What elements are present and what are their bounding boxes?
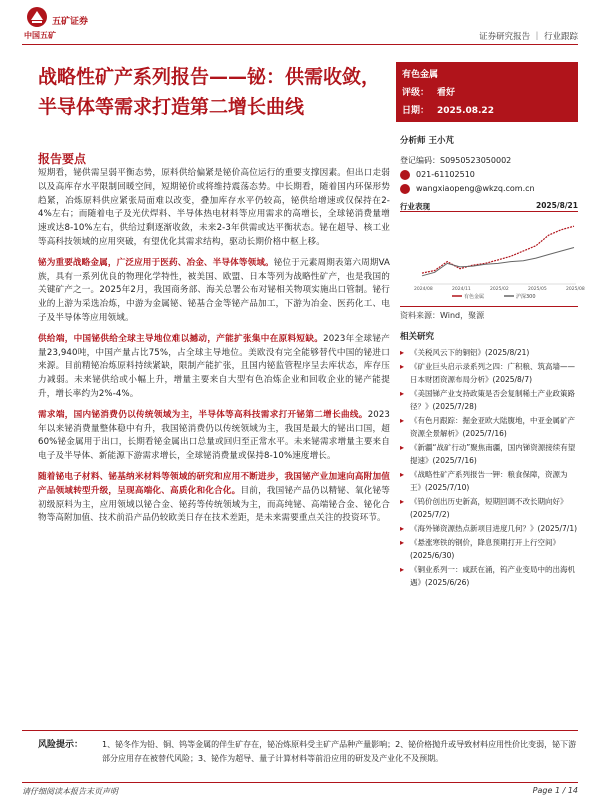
legend-label-a: 有色金属 [464,294,485,300]
industry-performance [400,200,585,304]
report-category: 证券研究报告 ｜ 行业跟踪 [479,32,578,42]
performance-divider [400,306,578,307]
related-item[interactable]: ▸ 《战略性矿产系列报告一钾：粮食保障，资源为王》(2025/7/10) [400,468,578,494]
header-divider [22,44,578,45]
chart-legend [452,293,536,300]
risk-divider [22,730,578,731]
related-item[interactable]: ▸ 《有色月跟踪：掘金亚欧大陆腹地，中亚金属矿产资源全景解析》(2025/7/16) [400,414,578,440]
industry-name: 有色金属 [402,70,439,80]
date-value: 2025.08.22 [437,106,494,116]
paragraph-2-text: 铋位于元素周期表第六周期VA族，具有一系列优良的物理化学特性，被美国、欧盟、日本等列为战略性矿产，也是我国的关键矿产之一。2025年2月，我国商务部、海关总署公布对铋相关物项实施出口管制。铋行业的上游为采选冶炼，中游为金属铋、铋基合金等铋产品加工，下游为冶金、医药化工、电子及半导体等应用领域。 [38,257,391,323]
summary-paragraph-5 [38,471,390,526]
summary-paragraph-3 [38,333,390,402]
related-title: 相关研究 [400,332,435,342]
summary-paragraph-2 [38,257,390,326]
company-name: 五矿证券 [52,17,89,27]
date-label: 日期： [402,106,430,116]
related-research [400,330,578,590]
summary-heading: 报告要点 [38,152,87,166]
analyst-reg: 登记编码：S0950523050002 [400,156,512,165]
email-icon [400,184,410,194]
performance-source: 资料来源：Wind，聚源 [400,311,485,320]
x-tick-label: 2025/05 [528,287,547,292]
analyst-phone: 021-61102510 [416,170,475,179]
series-nonferrous-line [422,226,574,273]
related-item[interactable]: ▸ 《矿业巨头启示录系列之四：广积粮、筑高墙——日本财团资源布局分析》(2025/8/7) [400,360,578,386]
rating-label: 评级： [402,88,430,98]
footer-disclaimer[interactable]: 请仔细阅读本报告末页声明 [22,787,118,796]
risk-text: 1、铋冬作为铅、铜、钨等金属的伴生矿存在，铋冶炼原料受主矿产品种产量影响；2、铋价格抛升或导致材料应用性价比变弱，铋下游部分应用存在被替代风险；3、铋作为超导、量子计算材料等前沿应用的研发及产业化不及预期。 [102,740,577,763]
related-item[interactable]: ▸ 《美国锑产业支持政策是否会复制稀土产业政策路径？》(2025/7/28) [400,387,578,413]
performance-date: 2025/8/21 [535,201,578,210]
paragraph-2-highlight: 铋为重要战略金属，广泛应用于医药、冶金、半导体等领域。 [38,257,274,268]
analyst-email[interactable]: wangxiaopeng@wkzq.com.cn [416,184,535,193]
related-item[interactable]: ▸ 《钨价创出历史新高，短期回调不改长期向好》(2025/7/2) [400,495,578,521]
page-header [0,0,600,46]
report-body [38,167,390,526]
performance-chart [400,214,585,302]
related-item[interactable]: ▸ 《关税风云下的铜铝》(2025/8/21) [400,346,578,359]
company-full-name: 中国五矿 [24,31,56,40]
risk-label: 风险提示： [38,740,84,750]
page-number: Page 1 / 14 [532,786,578,795]
series-hs300-line [422,248,574,276]
paragraph-5-highlight: 随着铋电子材料、铋基纳米材料等领域的研究和应用不断进步，我国铋产业加速向高附加值产品领域转型升级，呈现高端化、高质化和化合化。 [38,471,390,496]
related-item[interactable]: ▸ 《海外锑资源热点新项目进度几何？》(2025/7/1) [400,522,578,535]
legend-label-b: 沪深300 [516,294,536,300]
analyst-name: 分析师 王小芃 [400,136,454,146]
x-tick-label: 2024/11 [452,287,471,292]
related-item[interactable]: ▸ 《新疆“战矿行动”聚焦南疆，国内锑资源接续有望提速》(2025/7/16) [400,441,578,467]
rating-value: 看好 [437,88,456,98]
performance-header [400,200,578,212]
report-title: 战略性矿产系列报告——铋：供需收敛，半导体等需求打造第二增长曲线 [38,66,381,118]
x-tick-label: 2025/02 [490,287,509,292]
footer-divider [22,782,578,783]
phone-icon [400,170,410,180]
logo-emblem-icon [26,6,48,28]
summary-paragraph-1: 短期看，铋供需呈弱平衡态势，原料供给偏紧是铋价高位运行的重要支撑因素。但出口走弱以及高库存水平限制回暖空间，短期铋价或将维持震荡态势。中长期看，随着国内环保形势趋紧，冶炼原料供应紧张局面难以改变，叠加库存水平仍较高，铋供给增速或仅保持在2-4%左右；而随着电子及光伏焊料、半导体热电材料等应用需求的高增长，全球铋消费量增速或达8-10%左右，供给过剩逐渐收敛，未来2-3年供需或达平衡状态。铋在超导、核工业等高科技领域的应用突破，有望优化其需求结构，驱动长期价格中枢上移。 [38,168,390,247]
summary-paragraph-4 [38,409,390,464]
rating-box [396,62,578,122]
paragraph-5-text: 目前，我国铋产品仍以精铋、氧化铋等初级原料为主，应用领域以铋合金、铋药等传统领域为主，而高纯铋、高端铋合金、铋化合物等高附加值、技术前沿产品仍较欧美日存在技术差距，是未来需要重点关注的投资环节。 [38,485,391,524]
x-tick-label: 2024/08 [414,287,433,292]
related-item[interactable]: ▸ 《悬涨寒铁的钢价，降息预期打开上行空间》(2025/6/30) [400,536,578,562]
paragraph-4-text: 2023年以来铋消费量整体稳中有升，我国铋消费仍以传统领域为主，我国是最大的铋出口国，超60%铋金属用于出口，长期看铋金属出口总量或回归至正常水平。未来铋需求增量主要来自电子及半导体、新能源下游需求增长，全球铋消费量或保持8-10%速度增长。 [38,409,390,462]
paragraph-4-highlight: 需求端，国内铋消费仍以传统领域为主，半导体等高科技需求打开铋第二增长曲线。 [38,409,368,420]
paragraph-3-highlight: 供给端，中国铋供给全球主导地位难以撼动，产能扩张集中在原料短缺。 [38,333,324,344]
x-tick-label: 2025/08 [566,287,585,292]
related-item[interactable]: ▸ 《铜业系列一：咸跃在涌，钨产业变局中的出海机遇》(2025/6/26) [400,563,578,589]
performance-title: 行业表现 [400,202,430,211]
paragraph-3-text: 2023年全球铋产量23,940吨，中国产量占比75%，占全球主导地位。美欧没有完全能够替代中国的铋进口来源。目前精铋冶炼原料持续紧缺，限制产能扩张，且国内铋监管程序呈去库状态，库存压力减弱。未来铋供给或小幅上升，增量主要来自大型有色冶炼企业和回收企业的铋产能提升，增长率约为2%-4%。 [38,333,390,399]
company-logo[interactable] [22,6,142,40]
analyst-info [400,134,578,196]
